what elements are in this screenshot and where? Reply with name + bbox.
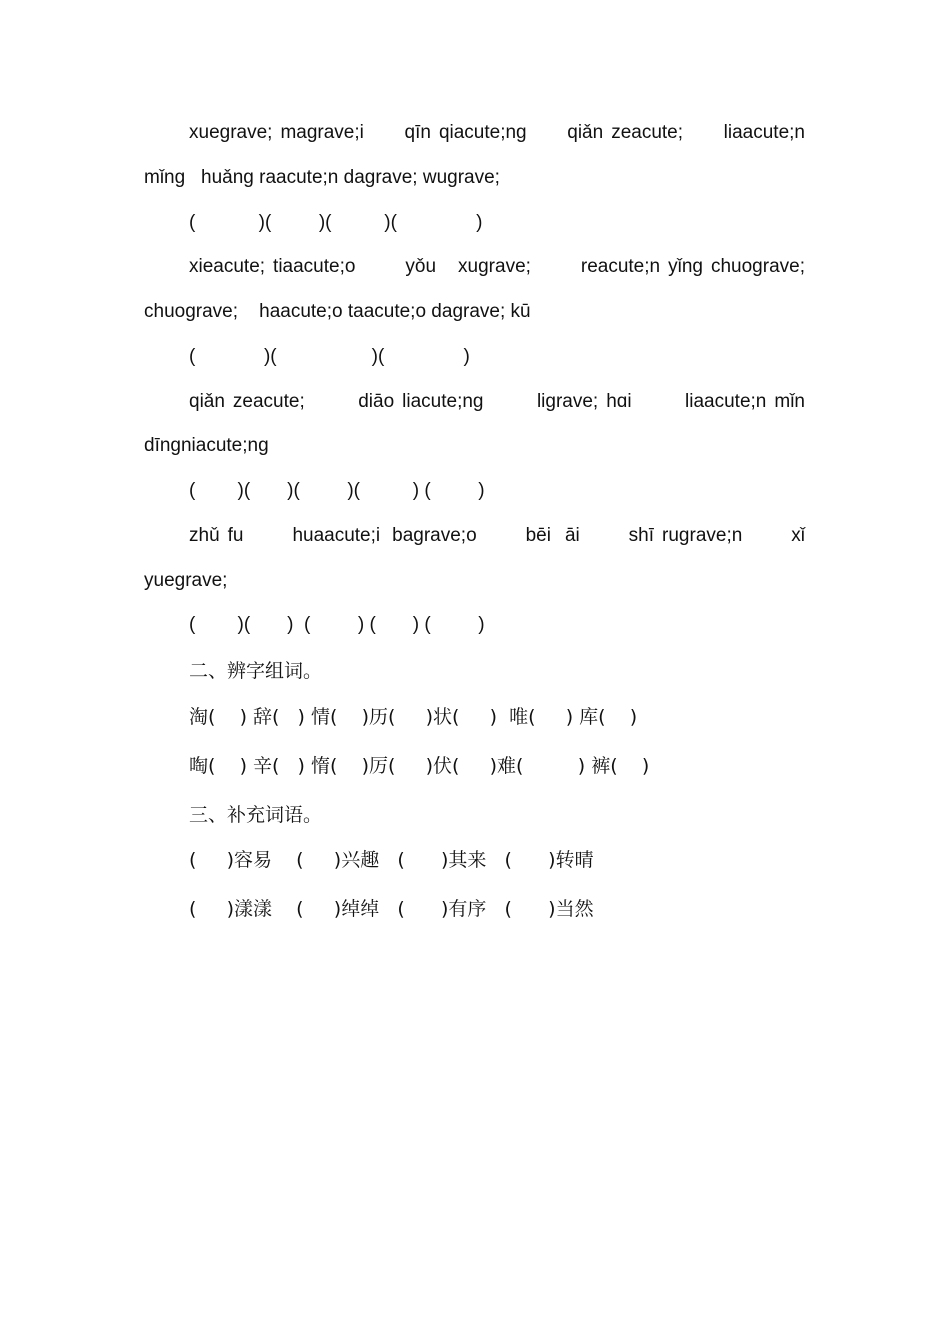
- exercise-row: 淘( ) 辞( ) 情( )历( )状( ) 唯( ) 库( ): [189, 706, 638, 728]
- pinyin-syllable: reacute;n: [580, 256, 661, 277]
- pinyin-syllable: xieacute;: [189, 256, 266, 277]
- pinyin-syllable: qiǎn: [567, 122, 604, 143]
- pinyin-syllable: magrave;i: [280, 122, 364, 143]
- pinyin-phrase: [629, 521, 743, 551]
- answer-blanks: ( )( )( ): [189, 346, 470, 367]
- pinyin-syllable: xǐ: [791, 525, 805, 546]
- answer-blanks: ( )( )( )( ) ( ): [189, 480, 485, 501]
- pinyin-syllable: yǒu: [405, 256, 437, 277]
- pinyin-syllable: chuograve;: [710, 256, 805, 277]
- pinyin-syllable: bagrave;o: [392, 525, 477, 546]
- pinyin-syllable: qiǎn: [189, 391, 225, 412]
- pinyin-syllable: liaacute;n: [723, 122, 805, 143]
- pinyin-line: dīngniacute;ng: [144, 435, 269, 456]
- answer-blanks: ( )( )( )( ): [189, 212, 483, 233]
- pinyin-syllable: zeacute;: [232, 391, 305, 412]
- pinyin-line: chuograve; haacute;o taacute;o dagrave; kū: [144, 301, 531, 322]
- pinyin-syllable: diāo: [358, 391, 395, 412]
- pinyin-phrase: [685, 387, 805, 417]
- pinyin-syllable: fu: [227, 525, 244, 546]
- pinyin-syllable: bēi: [525, 525, 551, 546]
- pinyin-phrase: [537, 387, 632, 417]
- section-heading: 三、补充词语。: [189, 804, 323, 826]
- pinyin-line: [189, 387, 805, 417]
- pinyin-syllable: zhǔ: [189, 525, 220, 546]
- pinyin-syllable: āi: [564, 525, 580, 546]
- pinyin-phrase: [189, 252, 355, 282]
- pinyin-line: [189, 521, 805, 551]
- pinyin-line: yuegrave;: [144, 570, 228, 591]
- pinyin-phrase: [189, 387, 305, 417]
- pinyin-phrase: [405, 252, 531, 282]
- pinyin-line: [189, 252, 805, 282]
- pinyin-syllable: ligrave;: [536, 391, 599, 412]
- pinyin-line: [189, 118, 805, 148]
- pinyin-syllable: qiacute;ng: [438, 122, 527, 143]
- pinyin-syllable: yǐng: [668, 256, 703, 277]
- answer-blanks: ( )( ) ( ) ( ) ( ): [189, 614, 485, 635]
- pinyin-syllable: rugrave;n: [662, 525, 743, 546]
- pinyin-phrase: [189, 118, 364, 148]
- pinyin-syllable: qīn: [404, 122, 431, 143]
- pinyin-syllable: liaacute;n: [685, 391, 767, 412]
- pinyin-phrase: [581, 252, 805, 282]
- pinyin-syllable: xuegrave;: [189, 122, 273, 143]
- exercise-row: 啕( ) 辛( ) 惰( )厉( )伏( )难( ) 裤( ): [189, 755, 650, 777]
- pinyin-syllable: liacute;ng: [402, 391, 484, 412]
- pinyin-syllable: tiaacute;o: [273, 256, 356, 277]
- exercise-row: ( )容易 ( )兴趣 ( )其来 ( )转晴: [189, 849, 594, 871]
- pinyin-syllable: huaacute;i: [292, 525, 381, 546]
- pinyin-syllable: shī: [628, 525, 655, 546]
- pinyin-syllable: mǐn: [774, 391, 805, 412]
- pinyin-syllable: hɑi: [606, 391, 632, 412]
- pinyin-phrase: [567, 118, 683, 148]
- pinyin-phrase: [526, 521, 580, 551]
- pinyin-phrase: [358, 387, 483, 417]
- pinyin-phrase: [189, 521, 244, 551]
- pinyin-phrase: [292, 521, 476, 551]
- pinyin-line: mǐng huǎng raacute;n dagrave; wugrave;: [144, 167, 500, 188]
- pinyin-syllable: zeacute;: [611, 122, 684, 143]
- pinyin-syllable: xugrave;: [458, 256, 531, 277]
- exercise-row: ( )漾漾 ( )绰绰 ( )有序 ( )当然: [189, 898, 594, 920]
- pinyin-phrase: [405, 118, 527, 148]
- section-heading: 二、辨字组词。: [189, 660, 323, 682]
